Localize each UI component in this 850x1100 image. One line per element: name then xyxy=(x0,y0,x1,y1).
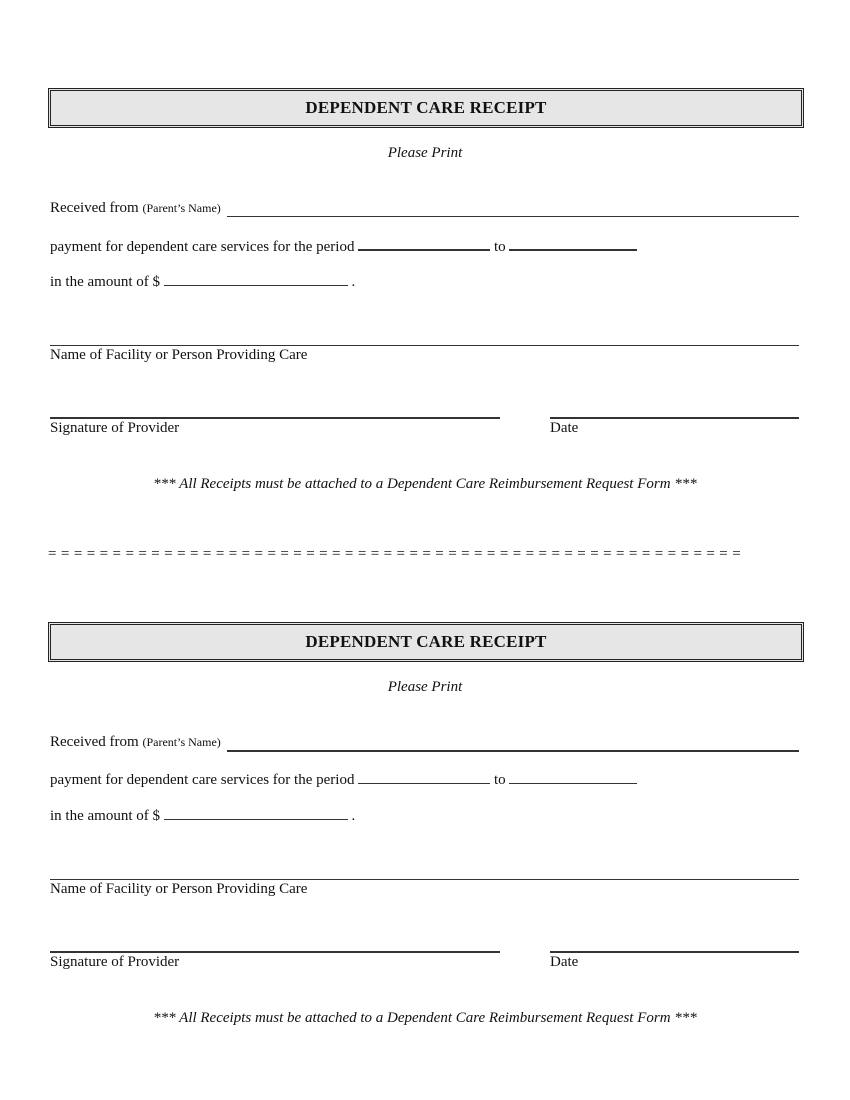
received-from-text: Received from xyxy=(50,200,139,216)
receipt-title: DEPENDENT CARE RECEIPT xyxy=(305,98,547,117)
amount-row xyxy=(50,807,355,825)
date-label: Date xyxy=(550,420,579,436)
please-print-note: Please Print xyxy=(387,679,463,695)
please-print-note: Please Print xyxy=(387,145,463,161)
receipt-top xyxy=(0,0,850,492)
title-box xyxy=(48,622,804,662)
to-label: to xyxy=(493,772,506,788)
facility-label: Name of Facility or Person Providing Care xyxy=(50,881,308,897)
period-row xyxy=(50,237,637,256)
period-row xyxy=(50,771,637,789)
parent-name-hint: (Parent’s Name) xyxy=(142,735,221,749)
signature-field[interactable] xyxy=(50,417,500,419)
period-label: payment for dependent care services for the period xyxy=(50,772,355,788)
amount-label: in the amount of $ xyxy=(50,808,160,824)
signature-label: Signature of Provider xyxy=(50,954,180,970)
facility-field[interactable] xyxy=(50,345,799,346)
period-end-field[interactable] xyxy=(509,771,637,784)
receipt-bottom xyxy=(0,534,850,1026)
cut-separator: = = = = = = = = = = = = = = = = = = = = = = = = = = = = = = = = = = = = = = = = = = = = = = = = = = = = = = xyxy=(48,546,742,562)
parent-name-field[interactable] xyxy=(227,216,799,217)
period-start-field[interactable] xyxy=(358,237,490,251)
facility-field[interactable] xyxy=(50,879,799,880)
date-field[interactable] xyxy=(550,417,799,419)
amount-row xyxy=(50,273,355,291)
facility-label: Name of Facility or Person Providing Care xyxy=(50,347,308,363)
amount-field[interactable] xyxy=(164,807,348,820)
to-label: to xyxy=(493,239,506,255)
date-field[interactable] xyxy=(550,951,799,953)
receipt-title: DEPENDENT CARE RECEIPT xyxy=(305,632,547,651)
attachment-notice: *** All Receipts must be attached to a Dependent Care Reimbursement Request Form *** xyxy=(153,476,697,492)
received-from-label xyxy=(50,734,221,751)
received-from-text: Received from xyxy=(50,734,139,750)
signature-field[interactable] xyxy=(50,951,500,953)
amount-label: in the amount of $ xyxy=(50,274,160,290)
period-end-field[interactable] xyxy=(509,237,637,251)
received-from-label xyxy=(50,200,221,217)
amount-end-period: . xyxy=(351,274,356,290)
amount-field[interactable] xyxy=(164,273,348,286)
period-label: payment for dependent care services for the period xyxy=(50,239,355,255)
title-box xyxy=(48,88,804,128)
amount-end-period: . xyxy=(351,808,356,824)
parent-name-hint: (Parent’s Name) xyxy=(142,201,221,215)
parent-name-field[interactable] xyxy=(227,750,799,752)
attachment-notice: *** All Receipts must be attached to a Dependent Care Reimbursement Request Form *** xyxy=(153,1010,697,1026)
date-label: Date xyxy=(550,954,579,970)
period-start-field[interactable] xyxy=(358,771,490,784)
signature-label: Signature of Provider xyxy=(50,420,180,436)
